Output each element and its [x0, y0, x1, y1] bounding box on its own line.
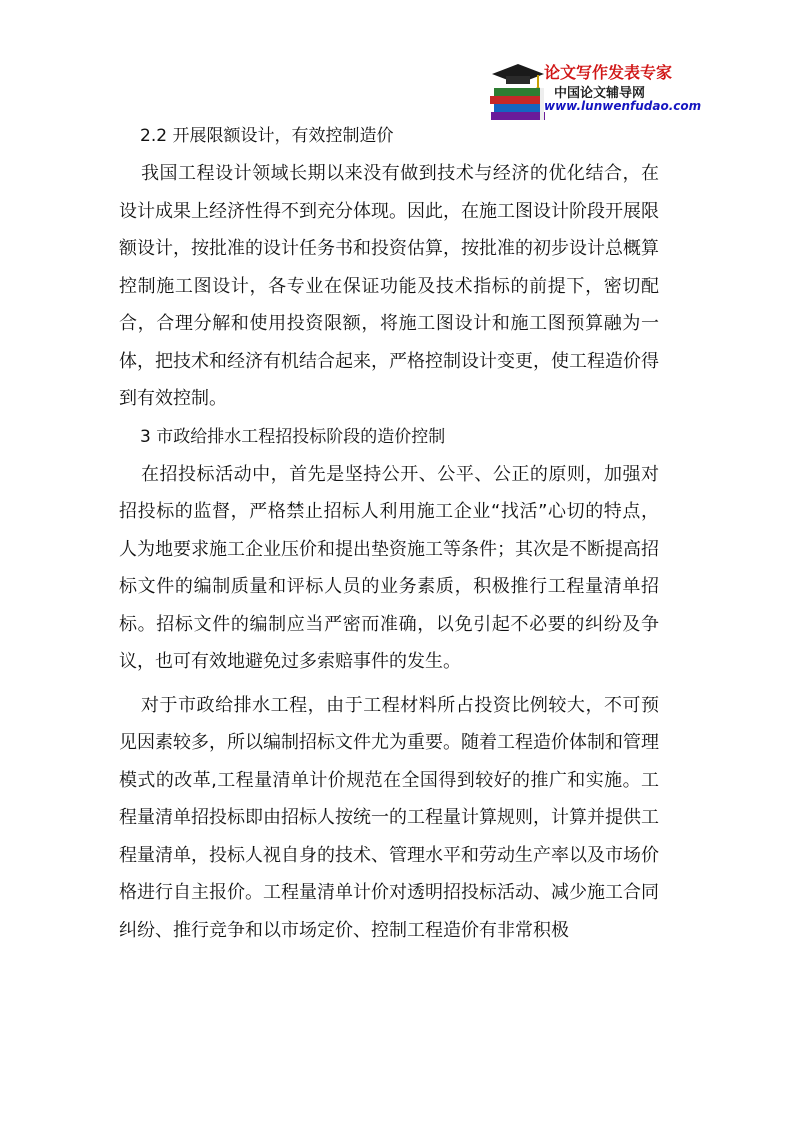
document-body [119, 117, 659, 949]
section-heading: 2.2 开展限额设计，有效控制造价 [140, 126, 394, 146]
logo-site-name: 中国论文辅导网 [554, 86, 646, 101]
section-heading: 3 市政给排水工程招投标阶段的造价控制 [140, 426, 446, 447]
logo-url[interactable]: www.lunwenfudao.com [544, 99, 702, 113]
paragraph: 我国工程设计领域长期以来没有做到技术与经济的优化结合，在设计成果上经济性得不到充分体现。因此，在施工图设计阶段开展限额设计，按批准的设计任务书和投资估算，按批准的初步设计总概算控制施工图设计，各专业在保证功能及技术指标的前提下，密切配合，合理分解和使用投资限额，将施工图设计和施工图预算融为一体，把技术和经济有机结合起来，严格控制设计变更，使工程造价得到有效控制。 [119, 163, 659, 409]
paragraph: 在招投标活动中，首先是坚持公开、公平、公正的原则，加强对招投标的监督，严格禁止招标人利用施工企业“找活”心切的特点，人为地要求施工企业压价和提出垫资施工等条件；其次是不断提高招标文件的编制质量和评标人员的业务素质，积极推行工程量清单招标。招标文件的编制应当严密而准确，以免引起不必要的纠纷及争议，也可有效地避免过多索赔事件的发生。 [119, 463, 659, 672]
logo-slogan: 论文写作发表专家 [544, 63, 673, 82]
paragraph: 对于市政给排水工程，由于工程材料所占投资比例较大，不可预见因素较多，所以编制招标文件尤为重要。随着工程造价体制和管理模式的改革,工程量清单计价规范在全国得到较好的推广和实施。工程量清单招投标即由招标人按统一的工程量计算规则，计算并提供工程量清单，投标人视自身的技术、管理水平和劳动生产率以及市场价格进行自主报价。工程量清单计价对透明招投标活动、减少施工合同纠纷、推行竞争和以市场定价、控制工程造价有非常积极 [119, 694, 659, 941]
